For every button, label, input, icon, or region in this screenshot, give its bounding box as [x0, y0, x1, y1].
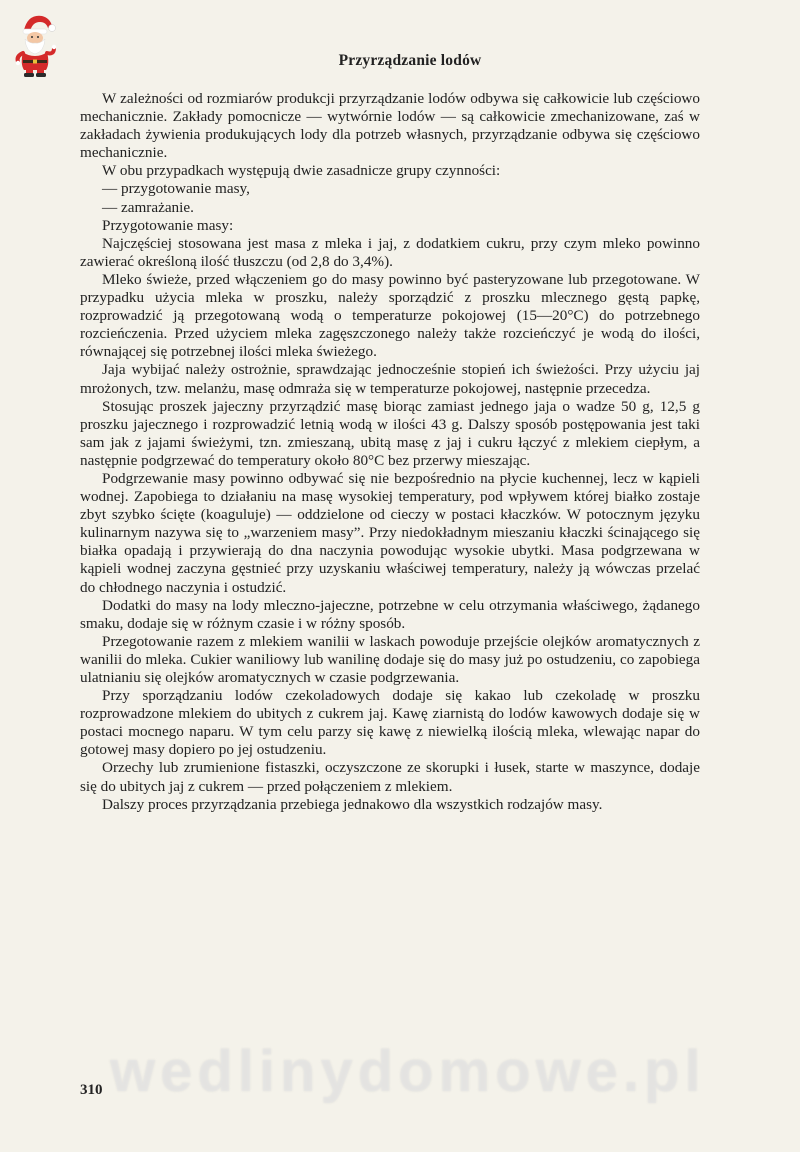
paragraph: Przygotowanie masy:	[102, 216, 234, 234]
paragraph: Przy sporządzaniu lodów czekoladowych dodaje się kakao lub czekoladę w proszku rozprowadzone mlekiem do ubitych z cukrem jaj. Kawę ziarnistą do lodów kawowych dodaje się w postaci mocnego naparu. W tym celu parzy się kawę z niewielką ilością mleka, wlewając napar do gotowej masy dopiero po jej ostudzeniu.	[80, 687, 700, 759]
list-item: — przygotowanie masy,	[102, 180, 250, 198]
paragraph: Mleko świeże, przed włączeniem go do masy powinno być pasteryzowane lub przegotowane. W przypadku użycia mleka w proszku, należy sporządzić z proszku mlecznego gęstą papkę, rozprowadzić ją przegotowaną wodą o temperaturze pokojowej (15—20°C) do potrzebnego rozcieńczenia. Przed użyciem mleka zagęszczonego należy także rozcieńczyć je wodą do ilości, równającej się potrzebnej ilości mleka świeżego.	[80, 270, 700, 361]
page-title: Przyrządzanie lodów	[338, 52, 482, 69]
watermark: wedlinydomowe.pl	[110, 1039, 706, 1104]
paragraph: Jaja wybijać należy ostrożnie, sprawdzając jednocześnie stopień ich świeżości. Przy użyciu jaj mrożonych, tzw. melanżu, masę odmraża się w temperaturze pokojowej, następnie przecedza.	[80, 361, 700, 397]
paragraph: Stosując proszek jajeczny przyrządzić masę biorąc zamiast jednego jaja o wadze 50 g, 12,5 g proszku jajecznego i rozprowadzić letnią wodą w ilości 43 g. Dalszy sposób postępowania jest taki sam jak z jajami świeżymi, tzn. zmieszaną, ubitą masę z jaj i cukru łączyć z mlekiem ciepłym, a następnie podgrzewać do temperatury około 80°C bez przerwy mieszając.	[80, 397, 700, 469]
paragraph: Dalszy proces przyrządzania przebiega jednakowo dla wszystkich rodzajów masy.	[102, 795, 603, 813]
page-number: 310	[80, 1082, 103, 1098]
list-item: — zamrażanie.	[102, 198, 194, 216]
paragraph: Przegotowanie razem z mlekiem wanilii w laskach powoduje przejście olejków aromatycznych z wanilii do mleka. Cukier waniliowy lub wanilinę dodaje się do masy już po ostudzeniu, co zapobiega ulatnianiu się olejków aromatycznych w czasie podgrzewania.	[80, 632, 700, 686]
paragraph: W obu przypadkach występują dwie zasadnicze grupy czynności:	[102, 162, 501, 180]
paragraph: Podgrzewanie masy powinno odbywać się nie bezpośrednio na płycie kuchennej, lecz w kąpieli wodnej. Zapobiega to działaniu na masę wysokiej temperatury, pod wpływem której białko zostaje zbyt szybko ścięte (koaguluje) — oddzielone od cieczy w postaci kłaczków. W potocznym języku kulinarnym nazywa się to „warzeniem masy”. Przy niedokładnym mieszaniu kłaczki ścinającego się białka opadają i przywierają do dna naczynia powodując wysokie ubytki. Masa podgrzewana w kąpieli wodnej zaczyna gęstnieć przy uzyskaniu właściwej temperatury, należy ją wówczas przelać do chłodnego naczynia i ostudzić.	[80, 469, 700, 596]
paragraph: Dodatki do masy na lody mleczno-jajeczne, potrzebne w celu otrzymania właściwego, żądanego smaku, dodaje się w różnym czasie i w różny sposób.	[80, 596, 700, 632]
paragraph: Najczęściej stosowana jest masa z mleka i jaj, z dodatkiem cukru, przy czym mleko powinno zawierać określoną ilość tłuszczu (od 2,8 do 3,4%).	[80, 234, 700, 270]
body-text	[80, 90, 700, 814]
paragraph: Orzechy lub zrumienione fistaszki, oczyszczone ze skorupki i łusek, starte w maszynce, dodaje się do ubitych jaj z cukrem — przed połączeniem z mlekiem.	[80, 759, 700, 795]
paragraph: W zależności od rozmiarów produkcji przyrządzanie lodów odbywa się całkowicie lub częściowo mechanicznie. Zakłady pomocnicze — wytwórnie lodów — są całkowicie zmechanizowane, zaś w zakładach żywienia produkujących lody dla potrzeb własnych, przyrządzanie odbywa się częściowo mechanicznie.	[80, 90, 700, 162]
